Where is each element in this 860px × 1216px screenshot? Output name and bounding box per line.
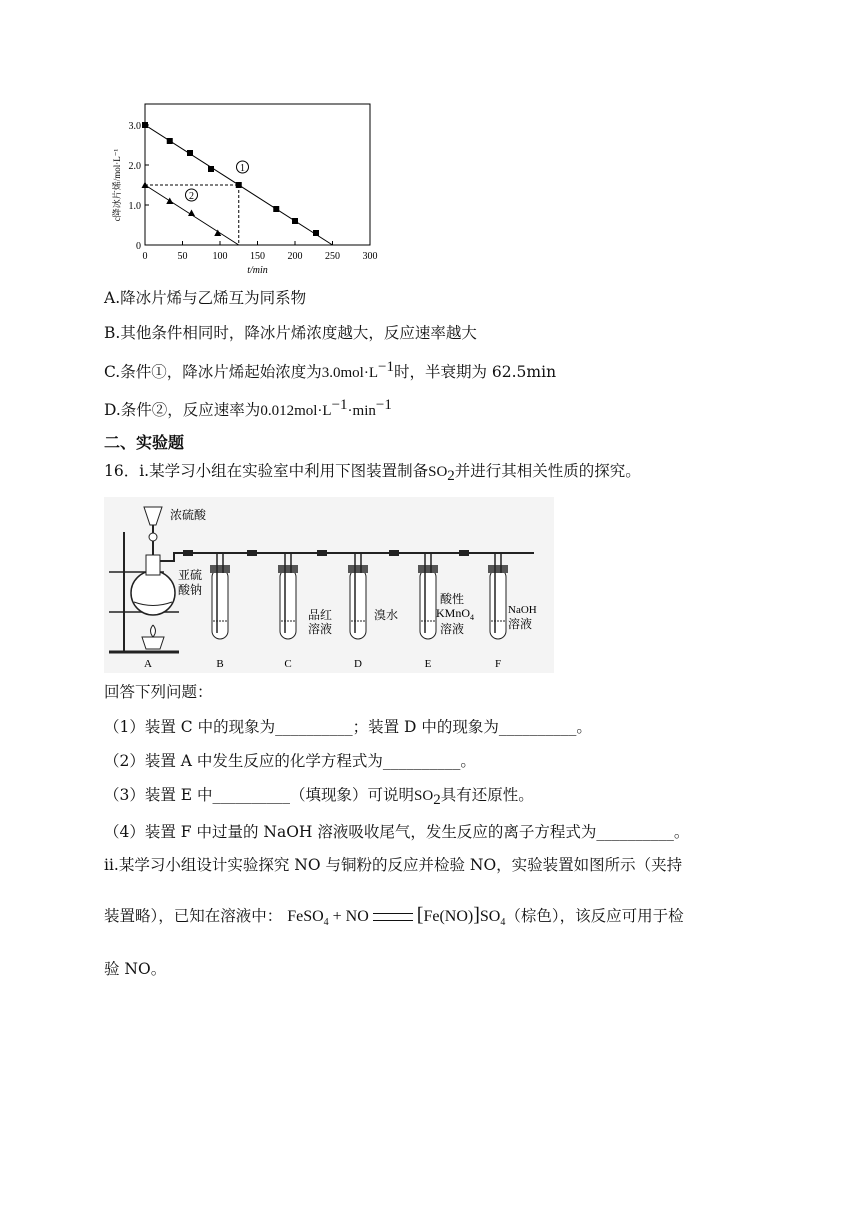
data-point-square — [187, 150, 193, 156]
tube-connector — [389, 550, 399, 556]
plot-frame — [145, 104, 370, 245]
question-2: （2）装置 A 中发生反应的化学方程式为__________。 — [104, 752, 476, 770]
option-d-exponent-2: −1 — [375, 397, 392, 413]
funnel-stopcock — [149, 533, 157, 541]
question-3-tail: 具有还原性。 — [440, 786, 534, 804]
label-e-subscript: 4 — [470, 613, 475, 622]
tube-stopper — [278, 565, 298, 573]
eq-plus-no: + NO — [328, 908, 369, 925]
data-point-square — [208, 166, 214, 172]
test-tube — [350, 569, 366, 639]
question-1: （1）装置 C 中的现象为__________；装置 D 中的现象为__________。 — [104, 718, 592, 736]
eq-so-subscript: 4 — [500, 917, 506, 929]
tube-connector — [247, 550, 257, 556]
so2-subscript: 2 — [447, 468, 455, 485]
x-tick-label: 50 — [177, 251, 188, 262]
eq-fe: Fe — [423, 908, 440, 925]
part-ii-line-2 — [104, 904, 684, 934]
data-point-square — [273, 206, 279, 212]
apparatus-letter: A — [144, 658, 152, 670]
question-4: （4）装置 F 中过量的 NaOH 溶液吸收尾气，发生反应的离子方程式为__________。 — [104, 823, 690, 841]
series-label: 2 — [189, 191, 194, 202]
data-point-square — [313, 230, 319, 236]
x-tick-label: 200 — [287, 251, 303, 262]
x-tick-label: 250 — [325, 251, 340, 262]
q16-intro-text: 16．ⅰ.某学习小组在实验室中利用下图装置制备 — [104, 462, 429, 480]
option-d-value: 0.012mol·L — [260, 403, 332, 420]
part-ii-line-2-text: 装置略），已知在溶液中： — [104, 907, 283, 925]
concentration-time-chart — [104, 100, 394, 280]
eq-double-arrow — [373, 913, 413, 921]
section-title: 二、实验题 — [104, 433, 185, 452]
label-d-reagent: 溴水 — [374, 608, 399, 622]
q16-intro — [104, 460, 641, 487]
q16-intro-tail: 并进行其相关性质的探究。 — [454, 462, 641, 480]
so2-formula: SO — [414, 788, 434, 804]
y-tick-label: 1.0 — [128, 201, 141, 212]
x-axis-label: t/min — [247, 265, 268, 276]
label-e-kmno: KMnO — [436, 606, 471, 620]
y-tick-label: 0 — [136, 241, 141, 252]
option-b: B.其他条件相同时，降冰片烯浓度越大，反应速率越大 — [104, 324, 477, 342]
eq-bracket-close: ] — [473, 904, 480, 926]
test-tube — [280, 569, 296, 639]
option-d-text: D.条件②，反应速率为 — [104, 401, 261, 420]
label-e-reagent-2 — [436, 606, 474, 622]
x-tick-label: 0 — [142, 251, 148, 262]
option-a: A.降冰片烯与乙烯互为同系物 — [104, 289, 307, 307]
apparatus-letter: B — [216, 658, 224, 670]
y-tick-label: 3.0 — [128, 121, 141, 132]
flask-neck — [146, 555, 160, 575]
option-d-min: ·min — [347, 403, 376, 420]
eq-paren-close: ) — [467, 908, 474, 925]
label-sodium-sulfite-2: 酸钠 — [178, 583, 203, 597]
label-c-reagent-1: 品红 — [308, 608, 333, 622]
x-tick-label: 150 — [250, 251, 265, 262]
data-point-triangle — [166, 198, 173, 205]
apparatus-letter: D — [354, 658, 362, 670]
label-c-reagent-2: 溶液 — [308, 622, 333, 636]
series-label: 1 — [240, 163, 245, 174]
test-tube — [420, 569, 436, 639]
answer-prompt: 回答下列问题： — [104, 683, 213, 701]
tube-connector — [459, 550, 469, 556]
tube-connector — [317, 550, 327, 556]
data-point-square — [236, 182, 242, 188]
x-tick-label: 100 — [212, 251, 228, 262]
part-ii-line-3: 验 NO。 — [104, 960, 167, 978]
label-f-reagent-1: NaOH — [508, 604, 537, 616]
so2-subscript: 2 — [433, 792, 441, 809]
chart-marks — [111, 121, 378, 276]
data-point-square — [142, 122, 148, 128]
option-d — [104, 394, 392, 422]
tube-stopper — [348, 565, 368, 573]
option-c-text: C.条件①，降冰片烯起始浓度为 — [104, 363, 322, 382]
data-point-square — [292, 218, 298, 224]
round-flask — [131, 571, 175, 615]
eq-no: NO — [444, 908, 468, 925]
option-c-value: 3.0mol·L — [321, 365, 378, 382]
label-conc-sulfuric-acid: 浓硫酸 — [170, 508, 207, 522]
tube-stopper — [488, 565, 508, 573]
tube-connector — [183, 550, 193, 556]
y-tick-label: 2.0 — [128, 161, 141, 172]
option-d-exponent-1: −1 — [331, 397, 348, 413]
apparatus-letter: E — [424, 658, 432, 670]
eq-feso-subscript: 4 — [323, 917, 329, 929]
tube-stopper — [210, 565, 230, 573]
apparatus-letter: C — [284, 658, 292, 670]
x-tick-label: 300 — [362, 251, 378, 262]
y-axis-label: c降冰片烯/mol·L⁻¹ — [112, 148, 122, 222]
eq-so: SO — [479, 908, 501, 925]
tube-stopper — [418, 565, 438, 573]
alcohol-lamp — [142, 637, 164, 649]
part-ii-line-2-tail: （棕色），该反应可用于检 — [505, 907, 684, 925]
part-ii-line-1: ⅱ.某学习小组设计实验探究 NO 与铜粉的反应并检验 NO，实验装置如图所示（夹持 — [104, 856, 683, 874]
label-sodium-sulfite-1: 亚硫 — [178, 568, 203, 582]
option-c — [104, 356, 556, 384]
so2-apparatus-diagram — [104, 497, 554, 673]
label-e-reagent-3: 溶液 — [440, 622, 465, 636]
label-e-reagent-1: 酸性 — [440, 592, 465, 606]
flame — [151, 625, 156, 637]
test-tube — [490, 569, 506, 639]
data-point-square — [167, 138, 173, 144]
apparatus-letter: F — [494, 658, 502, 670]
test-tube — [212, 569, 228, 639]
eq-bracket-open: [ — [416, 904, 424, 926]
so2-formula: SO — [428, 464, 448, 480]
eq-feso: FeSO — [287, 908, 324, 925]
option-c-tail: 时，半衰期为 62.5min — [393, 363, 557, 382]
label-f-reagent-2: 溶液 — [508, 617, 533, 631]
chemical-equation — [287, 904, 506, 929]
eq-paren-open: ( — [439, 908, 445, 925]
question-3 — [104, 784, 534, 811]
option-c-exponent: −1 — [378, 359, 394, 375]
question-3-text: （3）装置 E 中__________（填现象）可说明 — [104, 786, 415, 804]
